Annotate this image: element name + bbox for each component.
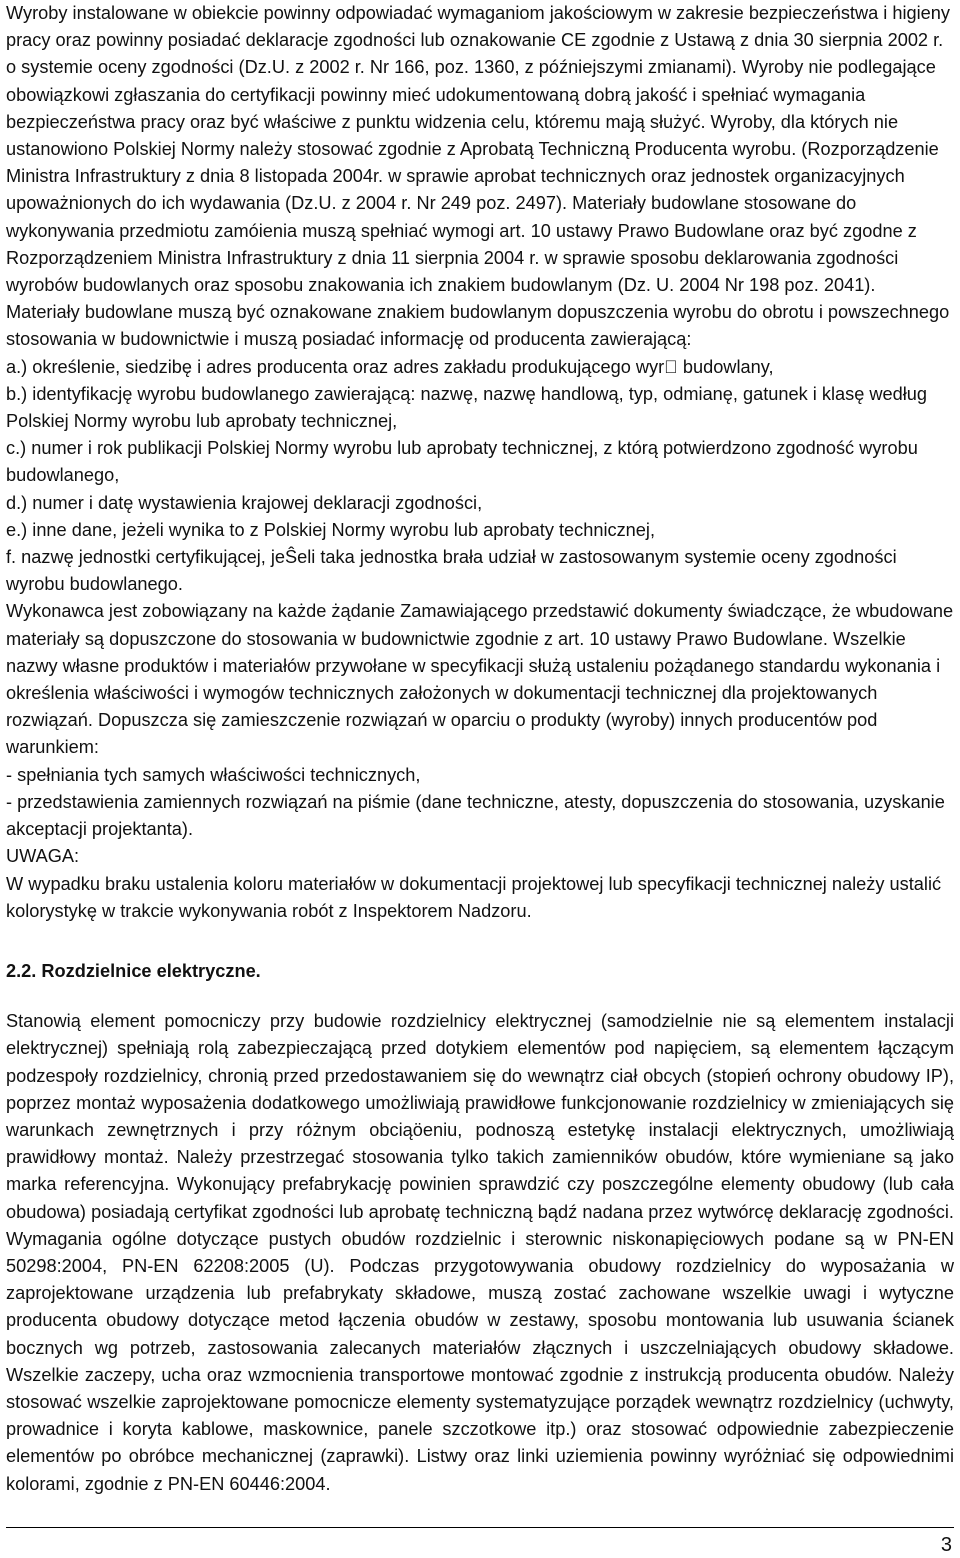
- list-item: f. nazwę jednostki certyfikującej, jeŜeli taka jednostka brała udział w zastosowanym systemie oceny zgodności wyrobu budowlanego.: [6, 547, 897, 595]
- list-item: b.) identyfikację wyrobu budowlanego zawierającą: nazwę, nazwę handlową, typ, odmianę, gatunek i klasę według Polskiej Normy wyrobu lub aprobaty technicznej,: [6, 383, 928, 432]
- list-item: c.) numer i rok publikacji Polskiej Normy wyrobu lub aprobaty technicznej, z którą potwierdzono zgodność wyrobu budowlanego,: [6, 438, 918, 486]
- condition-item: - przedstawienia zamiennych rozwiązań na piśmie (dane techniczne, atesty, dopuszczenia do stosowania, uzyskanie akceptacji projektanta).: [6, 791, 945, 840]
- list-item: a.) określenie, siedzibę i adres producenta oraz adres zakładu produkującego wyr  budowlany,: [6, 356, 774, 377]
- section-heading: 2.2. Rozdzielnice elektryczne.: [6, 961, 261, 981]
- warning-label: UWAGA:: [6, 846, 80, 867]
- intro-paragraph: Wyroby instalowane w obiekcie powinny odpowiadać wymaganiom jakościowym w zakresie bezpieczeństwa i higieny pracy oraz powinny posiadać deklaracje zgodności lub oznakowanie CE zgodnie z Ustawą z dnia 30 sierpnia 2002 r. o systemie oceny zgodności (Dz.U. z 2002 r. Nr 166, poz. 1360, z późniejszymi zmianami). Wyroby nie podlegające obowiązkowi zgłaszania do certyfikacji powinny mieć udokumentowaną dobrą jakość i spełniać wymagania bezpieczeństwa pracy oraz być właściwe z punktu widzenia celu, któremu mają służyć. Wyroby, dla których nie ustanowiono Polskiej Normy należy stosować zgodnie z Aprobatą Techniczną Producenta wyrobu. (Rozporządzenie Ministra Infrastruktury z dnia 8 listopada 2004r. w sprawie aprobat technicznych oraz jednostek organizacyjnych upoważnionych do ich wydawania (Dz.U. z 2004 r. Nr 249 poz. 2497). Materiały budowlane stosowane do wykonywania przedmiotu zamóienia muszą spełniać wymogi art. 10 ustawy Prawo Budowlane oraz być zgodne z Rozporządzeniem Ministra Infrastruktury z dnia 11 sierpnia 2004 r. w sprawie sposobu deklarowania zgodności wyrobów budowlanych oraz sposobu znakowania ich znakiem budowlanym (Dz. U. 2004 Nr 198 poz. 2041). Materiały budowlane muszą być oznakowane znakiem budowlanym dopuszczenia wyrobu do obrotu i powszechnego stosowania w budownictwie i muszą posiadać informację od producenta zawierającą:: [6, 3, 951, 350]
- warning-text: W wypadku braku ustalenia koloru materiałów w dokumentacji projektowej lub specyfikacji technicznej należy ustalić kolorystykę w trakcie wykonywania robót z Inspektorem Nadzoru.: [6, 873, 942, 921]
- list-item: e.) inne dane, jeżeli wynika to z Polskiej Normy wyrobu lub aprobaty technicznej,: [6, 519, 656, 540]
- document-body: [6, 0, 954, 925]
- section-heading-wrap: [6, 958, 261, 985]
- page-number: 3: [940, 1534, 952, 1556]
- section-paragraph: Stanowią element pomocniczy przy budowie rozdzielnicy elektrycznej (samodzielnie nie są elementem instalacji elektrycznej) spełniają rolą zabezpieczającą przed dotykiem elementów pod napięciem, są elementem łączącym podzespoły rozdzielnicy, chronią przed przedostawaniem się do wewnątrz ciał obcych (stopień ochrony obudowy IP), poprzez montaż wyposażenia dodatkowego umożliwiają prawidłowe funkcjonowanie rozdzielnicy w zmieniających się warunkach zewnętrznych i przy różnym obciąöeniu, podnoszą estetykę instalacji elektrycznych, umożliwiają prawidłowy montaż. Należy przestrzegać stosowania tylko takich zamienników obudów, które wymieniane są jako marka referencyjna. Wykonujący prefabrykację powinien sprawdzić czy poszczególne elementy obudowy (lub cała obudowa) posiadają certyfikat zgodności lub aprobatę techniczną bądź nadana przez wytwórcę deklarację zgodności. Wymagania ogólne dotyczące pustych obudów rozdzielnic i sterownic niskonapięciowych podane są w PN-EN 50298:2004, PN-EN 62208:2005 (U). Podczas przygotowywania obudowy rozdzielnicy do wyposażania w zaprojektowane urządzenia lub prefabrykaty składowe, muszą zostać zachowane wszelkie uwagi i wytyczne producenta obudowy dotyczące metod łączenia obudów w zestawy, sposobu montowania lub usuwania ścianek bocznych wg potrzeb, zastosowania zalecanych materiałów złącznych i uszczelniających obudowy składowe. Wszelkie zaczepy, ucha oraz wzmocnienia transportowe montować zgodnie z instrukcją producenta obudów. Należy stosować wszelkie zaprojektowane pomocnicze elementy systematyzujące porządek wewnątrz rozdzielnicy (uchwyty, prowadnice i koryta kablowe, maskownice, panele szczotkowe itp.) oraz stosować odpowiednie zabezpieczenie elementów po obróbce mechanicznej (zaprawki). Listwy oraz linki uziemienia powinny wyróżniać się odpowiednimi kolorami, zgodnie z PN-EN 60446:2004.: [6, 1011, 954, 1494]
- footer-divider: [6, 1527, 954, 1528]
- section-paragraph-wrap: [6, 990, 954, 1516]
- list-item: d.) numer i datę wystawienia krajowej deklaracji zgodności,: [6, 492, 483, 513]
- condition-item: - spełniania tych samych właściwości technicznych,: [6, 764, 421, 785]
- contractor-paragraph: Wykonawca jest zobowiązany na każde żądanie Zamawiającego przedstawić dokumenty świadczące, że wbudowane materiały są dopuszczone do stosowania w budownictwie zgodnie z art. 10 ustawy Prawo Budowlane. Wszelkie nazwy własne produktów i materiałów przywołane w specyfikacji służą ustaleniu pożądanego standardu wykonania i określenia właściwości i wymogów technicznych założonych w dokumentacji technicznej dla projektowanych rozwiązań. Dopuszcza się zamieszczenie rozwiązań w oparciu o produkty (wyroby) innych producentów pod warunkiem:: [6, 601, 954, 758]
